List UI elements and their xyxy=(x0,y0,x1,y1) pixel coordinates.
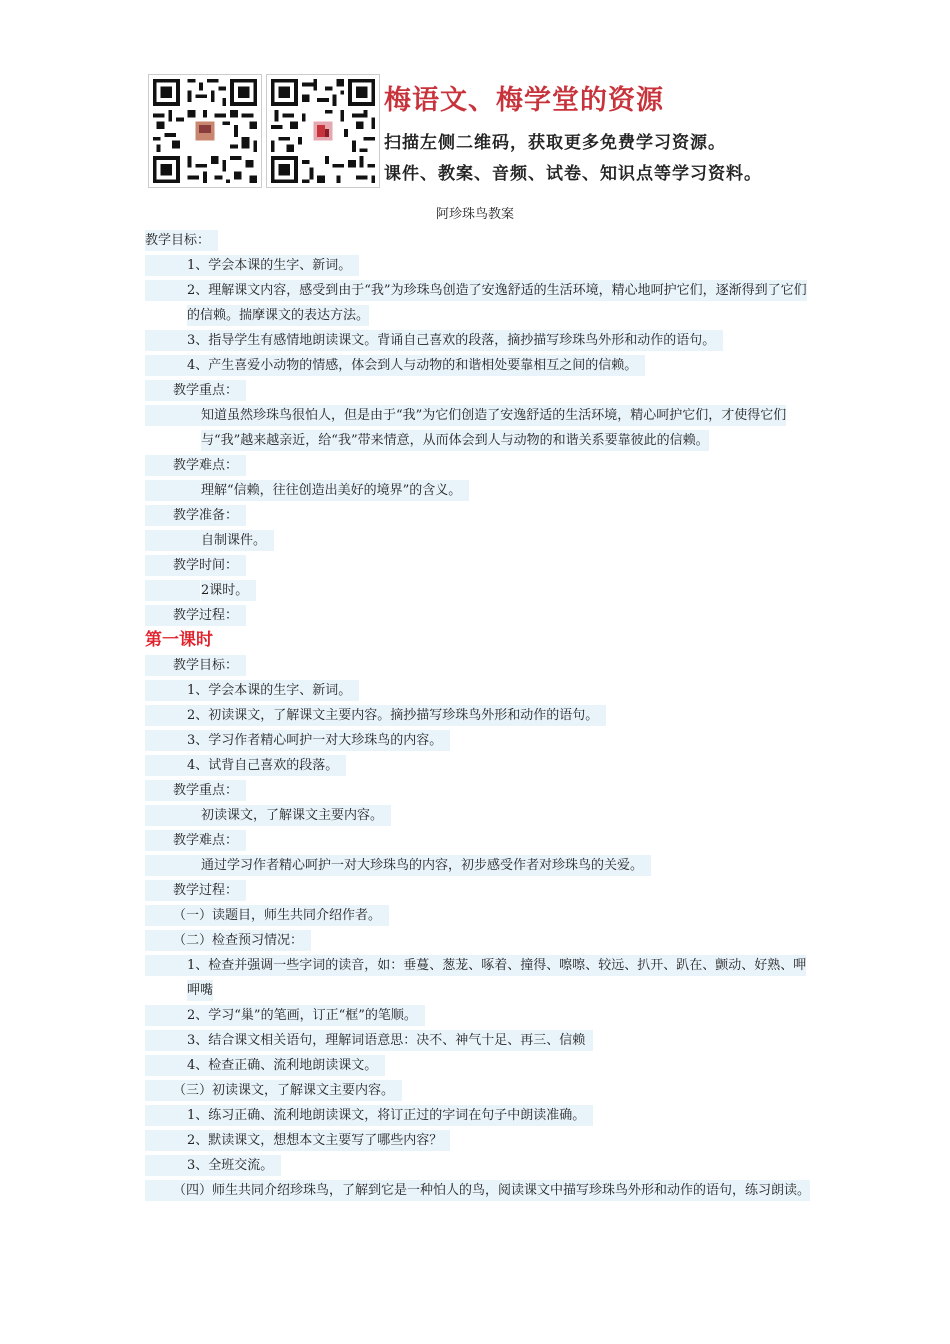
text: （三）初读课文，了解课文主要内容。 xyxy=(173,1080,402,1101)
paragraph xyxy=(145,878,810,903)
paragraph xyxy=(145,278,810,328)
qr-code-icon xyxy=(267,75,379,187)
paragraph xyxy=(145,953,810,1003)
paragraph xyxy=(145,403,810,453)
text: 3、全班交流。 xyxy=(187,1155,281,1176)
qr-code-right xyxy=(266,74,380,188)
document-body xyxy=(145,228,810,1203)
paragraph xyxy=(145,903,810,928)
paragraph xyxy=(145,453,810,478)
section-heading: 第一课时 xyxy=(145,630,213,650)
text: 1、练习正确、流利地朗读课文，将订正过的字词在句子中朗读准确。 xyxy=(187,1105,593,1126)
text: 自制课件。 xyxy=(201,530,274,551)
text: 4、产生喜爱小动物的情感，体会到人与动物的和谐相处要靠相互之间的信赖。 xyxy=(187,355,645,376)
text: 4、检查正确、流利地朗读课文。 xyxy=(187,1055,385,1076)
text: （四）师生共同介绍珍珠鸟，了解到它是一种怕人的鸟，阅读课文中描写珍珠鸟外形和动作的语句，练习朗读。 xyxy=(173,1180,810,1201)
banner-resources: 课件、教案、音频、试卷、知识点等学习资料。 xyxy=(384,164,762,184)
paragraph xyxy=(145,728,810,753)
paragraph xyxy=(145,828,810,853)
paragraph xyxy=(145,703,810,728)
paragraph xyxy=(145,328,810,353)
text: 通过学习作者精心呵护一对大珍珠鸟的内容，初步感受作者对珍珠鸟的关爱。 xyxy=(201,855,651,876)
text: 2、默读课文，想想本文主要写了哪些内容？ xyxy=(187,1130,450,1151)
paragraph xyxy=(145,1078,810,1103)
text: 教学准备： xyxy=(173,505,246,526)
text: 2、理解课文内容，感受到由于“我”为珍珠鸟创造了安逸舒适的生活环境，精心地呵护它们，逐渐得到了它们的信赖。揣摩课文的表达方法。 xyxy=(187,280,807,326)
text: （二）检查预习情况： xyxy=(173,930,311,951)
paragraph xyxy=(145,1003,810,1028)
paragraph xyxy=(145,253,810,278)
text: 教学重点： xyxy=(173,780,246,801)
paragraph xyxy=(145,928,810,953)
paragraph xyxy=(145,553,810,578)
text: 教学难点： xyxy=(173,455,246,476)
text: 初读课文，了解课文主要内容。 xyxy=(201,805,391,826)
paragraph xyxy=(145,1028,810,1053)
paragraph xyxy=(145,1128,810,1153)
paragraph xyxy=(145,503,810,528)
text: 教学过程： xyxy=(173,605,246,626)
banner-subtitle: 扫描左侧二维码，获取更多免费学习资源。 xyxy=(384,133,726,153)
qr-code-icon xyxy=(149,75,261,187)
text: 教学目标： xyxy=(145,230,218,251)
paragraph xyxy=(145,778,810,803)
paragraph xyxy=(145,478,810,503)
header-banner xyxy=(148,74,818,188)
text: 3、指导学生有感情地朗读课文。背诵自己喜欢的段落，摘抄描写珍珠鸟外形和动作的语句。 xyxy=(187,330,723,351)
paragraph xyxy=(145,603,810,628)
text: 3、结合课文相关语句，理解词语意思：决不、神气十足、再三、信赖 xyxy=(187,1030,593,1051)
text: 理解“信赖，往往创造出美好的境界”的含义。 xyxy=(201,480,469,501)
paragraph xyxy=(145,803,810,828)
text: 3、学习作者精心呵护一对大珍珠鸟的内容。 xyxy=(187,730,450,751)
text: 教学目标： xyxy=(173,655,246,676)
text: 教学难点： xyxy=(173,830,246,851)
text: 教学时间： xyxy=(173,555,246,576)
paragraph xyxy=(145,753,810,778)
text: 2、初读课文，了解课文主要内容。摘抄描写珍珠鸟外形和动作的语句。 xyxy=(187,705,606,726)
text: 2课时。 xyxy=(201,580,256,601)
paragraph xyxy=(145,853,810,878)
text: 1、学会本课的生字、新词。 xyxy=(187,680,359,701)
text: 2、学习“巢”的笔画，订正“框”的笔顺。 xyxy=(187,1005,425,1026)
document-title: 阿珍珠鸟教案 xyxy=(435,207,514,222)
paragraph xyxy=(145,378,810,403)
paragraph xyxy=(145,1178,810,1203)
paragraph xyxy=(145,678,810,703)
paragraph xyxy=(145,528,810,553)
paragraph xyxy=(145,578,810,603)
text: 知道虽然珍珠鸟很怕人，但是由于“我”为它们创造了安逸舒适的生活环境，精心呵护它们，才使得它们与“我”越来越亲近，给“我”带来情意，从而体会到人与动物的和谐关系要靠彼此的信赖。 xyxy=(201,405,786,451)
paragraph xyxy=(145,1103,810,1128)
text: 教学重点： xyxy=(173,380,246,401)
text: 1、学会本课的生字、新词。 xyxy=(187,255,359,276)
paragraph xyxy=(145,653,810,678)
qr-code-left xyxy=(148,74,262,188)
paragraph xyxy=(145,1053,810,1078)
text: 4、试背自己喜欢的段落。 xyxy=(187,755,346,776)
paragraph xyxy=(145,353,810,378)
paragraph xyxy=(145,1153,810,1178)
text: 1、检查并强调一些字词的读音，如：垂蔓、葱茏、啄着、撞得、嚓嚓、较远、扒开、趴在、颤动、好熟、呷呷嘴 xyxy=(187,955,806,1001)
text: （一）读题目，师生共同介绍作者。 xyxy=(173,905,389,926)
brand-title: 梅语文、梅学堂的资源 xyxy=(384,85,664,116)
text: 教学过程： xyxy=(173,880,246,901)
paragraph xyxy=(145,228,810,253)
